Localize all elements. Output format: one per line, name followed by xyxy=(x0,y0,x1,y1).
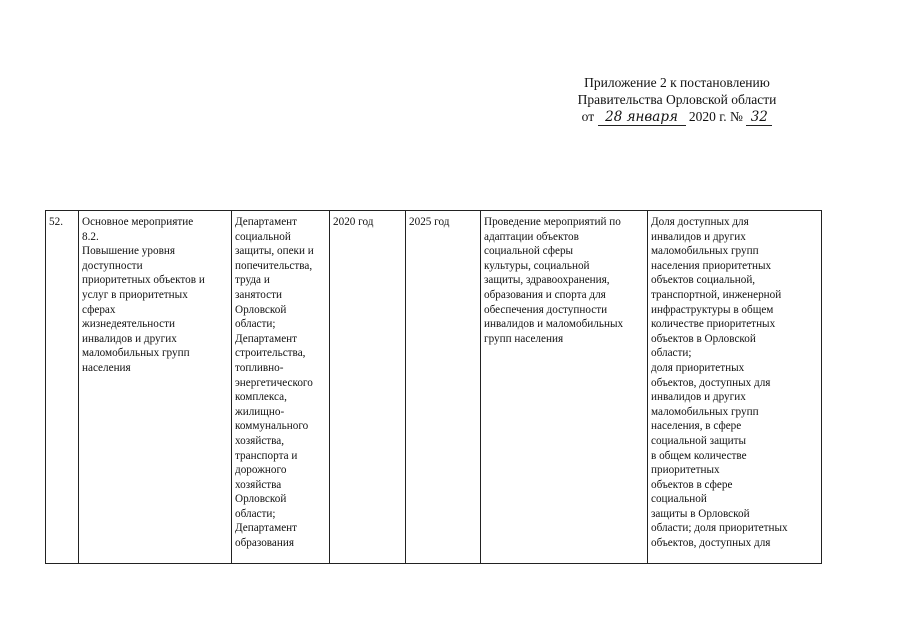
cell-line: области; xyxy=(651,347,692,360)
activity-cell xyxy=(79,211,232,564)
decree-date-line xyxy=(547,108,807,126)
cell-line: приоритетных объектов и xyxy=(82,274,205,287)
cell-line: сферах xyxy=(82,303,116,316)
cell-line: транспорта и xyxy=(235,449,298,462)
cell-line: образования и спорта для xyxy=(484,288,606,301)
cell-line: Проведение мероприятий по xyxy=(484,216,621,228)
cell-line: инфраструктуры в общем xyxy=(651,303,774,316)
cell-line: области; xyxy=(235,507,276,520)
handwritten-number: 32 xyxy=(746,110,772,126)
cell-line: населения приоритетных xyxy=(651,259,772,272)
cell-line: строительства, xyxy=(235,347,306,360)
cell-line: защиты в Орловской xyxy=(651,507,750,520)
cell-line: в общем количестве xyxy=(651,449,747,462)
cell-line: объектов в Орловской xyxy=(651,332,756,345)
cell-line: Департамент xyxy=(235,522,298,535)
cell-line: доступности xyxy=(82,259,143,272)
cell-line: энергетического xyxy=(235,376,313,389)
program-table xyxy=(45,210,822,564)
cell-line: адаптации объектов xyxy=(484,230,579,243)
cell-line: культуры, социальной xyxy=(484,259,590,272)
date-prefix: от xyxy=(581,109,595,124)
cell-line: образования xyxy=(235,537,295,550)
table-row xyxy=(46,211,822,564)
cell-line: маломобильных групп xyxy=(651,405,759,418)
cell-line: Департамент xyxy=(235,216,298,228)
cell-line: инвалидов и других xyxy=(651,391,746,404)
cell-line: Доля доступных для xyxy=(651,216,749,228)
cell-line: населения, в сфере xyxy=(651,420,742,433)
cell-line: попечительства, xyxy=(235,259,313,272)
start-year-cell: 2020 год xyxy=(330,211,406,564)
cell-line: объектов, доступных для xyxy=(651,376,771,389)
cell-line: Департамент xyxy=(235,332,298,345)
cell-line: коммунального xyxy=(235,420,309,433)
cell-line: дорожного xyxy=(235,464,287,477)
cell-line: социальной сферы xyxy=(484,245,574,258)
cell-line: населения xyxy=(82,361,131,374)
cell-line: защиты, здравоохранения, xyxy=(484,274,610,287)
cell-line: обеспечения доступности xyxy=(484,303,608,316)
cell-line: 8.2. xyxy=(82,230,99,243)
row-number: 52. xyxy=(46,211,79,564)
cell-line: занятости xyxy=(235,288,282,301)
cell-line: инвалидов и маломобильных xyxy=(484,318,624,331)
cell-line: групп населения xyxy=(484,332,564,345)
cell-line: социальной xyxy=(235,230,291,243)
cell-line: доля приоритетных xyxy=(651,361,745,374)
cell-line: объектов, доступных для xyxy=(651,537,771,550)
result-cell xyxy=(481,211,648,564)
cell-line: маломобильных групп xyxy=(651,245,759,258)
cell-line: области; xyxy=(235,318,276,331)
cell-line: социальной xyxy=(651,493,707,506)
cell-line: инвалидов и других xyxy=(651,230,746,243)
cell-line: комплекса, xyxy=(235,391,287,404)
cell-line: труда и xyxy=(235,274,270,287)
cell-line: инвалидов и других xyxy=(82,332,177,345)
cell-line: маломобильных групп xyxy=(82,347,190,360)
cell-line: объектов в сфере xyxy=(651,478,733,491)
end-year-cell: 2025 год xyxy=(406,211,481,564)
cell-line: хозяйства xyxy=(235,478,282,491)
cell-line: Повышение уровня xyxy=(82,245,175,258)
executor-cell xyxy=(232,211,330,564)
cell-line: объектов социальной, xyxy=(651,274,756,287)
cell-line: социальной защиты xyxy=(651,434,747,447)
handwritten-date: 28 января xyxy=(598,110,686,126)
cell-line: Основное мероприятие xyxy=(82,216,194,228)
cell-line: жизнедеятельности xyxy=(82,318,175,331)
date-year: 2020 г. № xyxy=(688,109,743,124)
cell-line: хозяйства, xyxy=(235,434,285,447)
cell-line: Орловской xyxy=(235,303,287,316)
cell-line: услуг в приоритетных xyxy=(82,288,188,301)
government-name: Правительства Орловской области xyxy=(577,92,777,107)
cell-line: жилищно- xyxy=(235,405,285,418)
cell-line: транспортной, инженерной xyxy=(651,288,782,301)
indicator-cell xyxy=(648,211,822,564)
appendix-title: Приложение 2 к постановлению xyxy=(584,75,770,90)
document-header xyxy=(547,74,807,126)
cell-line: количестве приоритетных xyxy=(651,318,776,331)
cell-line: защиты, опеки и xyxy=(235,245,314,258)
cell-line: топливно- xyxy=(235,361,284,374)
cell-line: приоритетных xyxy=(651,464,720,477)
cell-line: области; доля приоритетных xyxy=(651,522,788,535)
cell-line: Орловской xyxy=(235,493,287,506)
